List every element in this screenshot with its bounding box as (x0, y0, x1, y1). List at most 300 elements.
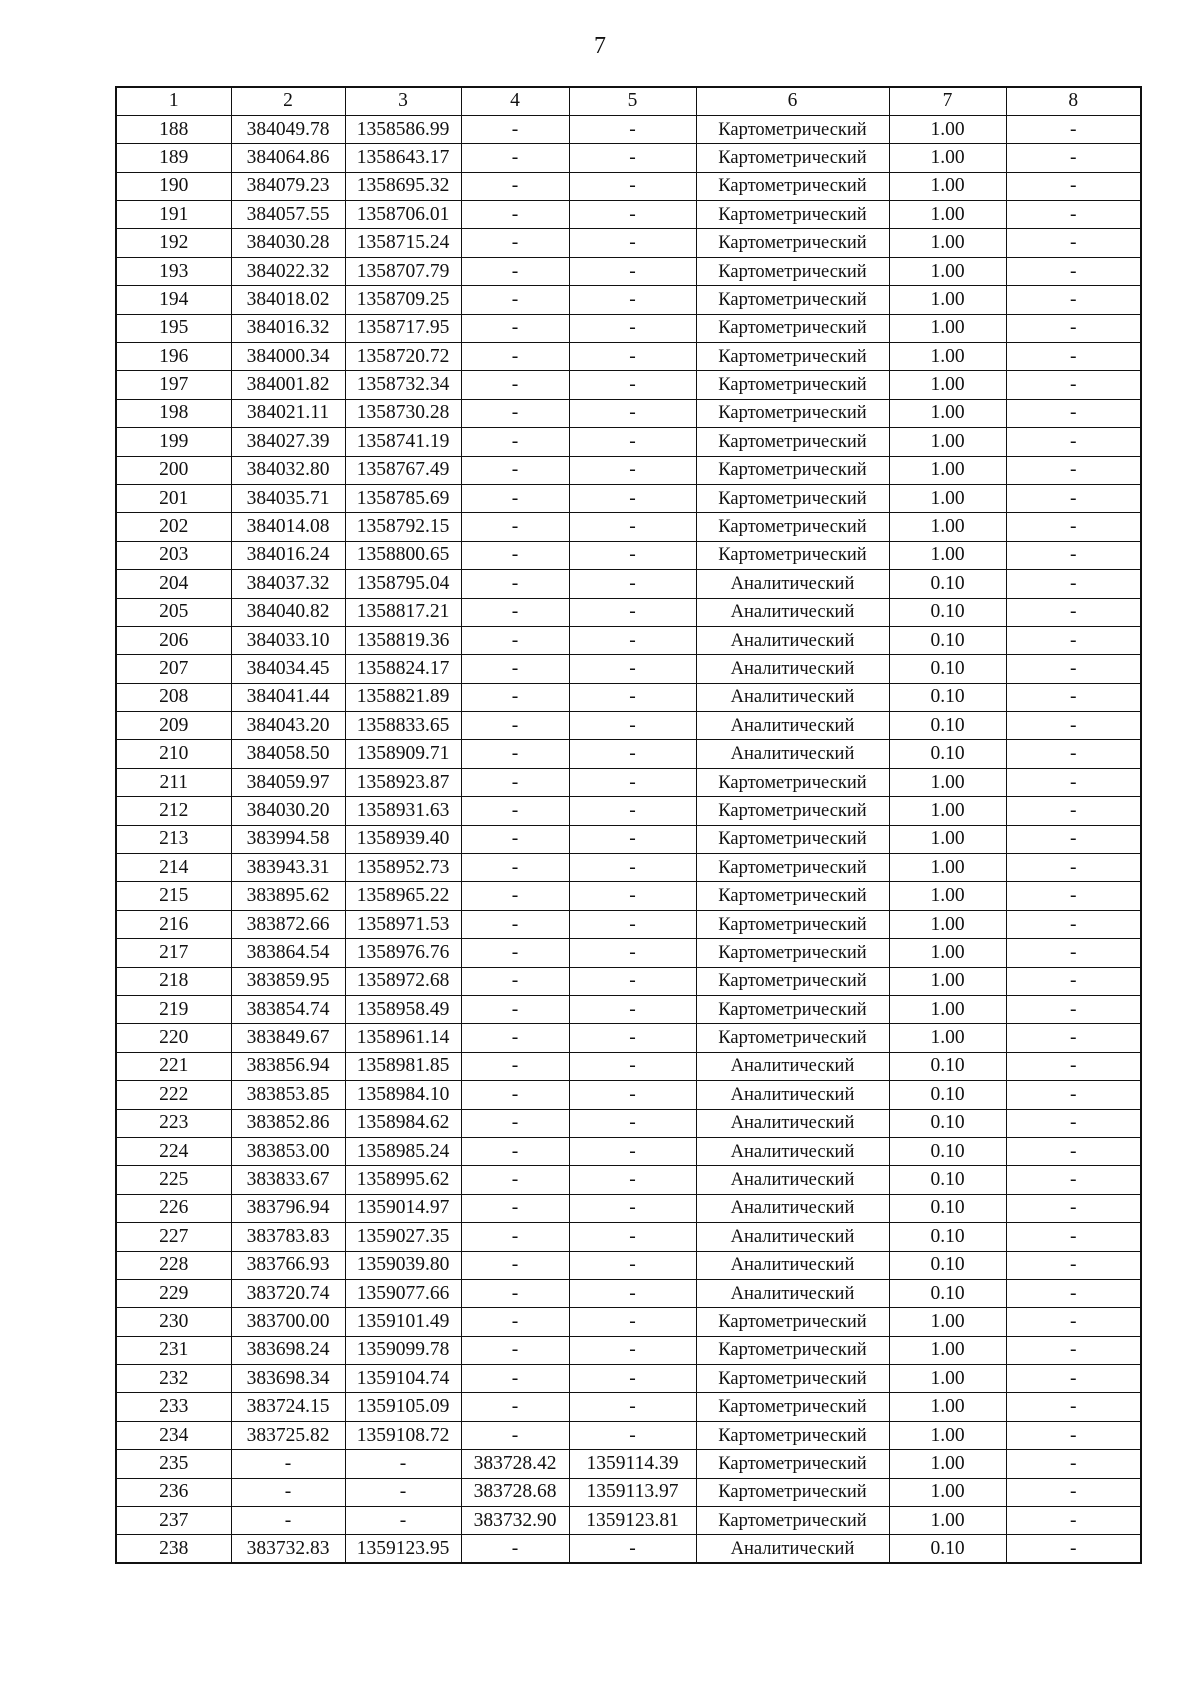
x-coordinate-cell: 383796.94 (231, 1194, 345, 1222)
y-coordinate-cell: 1358824.17 (345, 655, 461, 683)
new-x-coordinate-cell: - (461, 740, 569, 768)
new-y-coordinate-cell: - (569, 882, 696, 910)
column-header: 7 (889, 87, 1006, 115)
new-y-coordinate-cell: - (569, 967, 696, 995)
x-coordinate-cell: - (231, 1478, 345, 1506)
x-coordinate-cell: 383994.58 (231, 825, 345, 853)
note-cell: - (1006, 1507, 1141, 1535)
x-coordinate-cell: 384079.23 (231, 172, 345, 200)
new-y-coordinate-cell: - (569, 797, 696, 825)
new-y-coordinate-cell: - (569, 314, 696, 342)
note-cell: - (1006, 399, 1141, 427)
note-cell: - (1006, 854, 1141, 882)
accuracy-cell: 1.00 (889, 825, 1006, 853)
method-cell: Картометрический (696, 541, 889, 569)
new-x-coordinate-cell: - (461, 854, 569, 882)
y-coordinate-cell: 1359123.95 (345, 1535, 461, 1563)
y-coordinate-cell: 1358720.72 (345, 343, 461, 371)
table-body (116, 115, 1141, 1563)
table-row (116, 1109, 1141, 1137)
point-number-cell: 205 (116, 598, 231, 626)
method-cell: Аналитический (696, 1081, 889, 1109)
x-coordinate-cell: 383833.67 (231, 1166, 345, 1194)
new-x-coordinate-cell: - (461, 484, 569, 512)
note-cell: - (1006, 910, 1141, 938)
table-row (116, 484, 1141, 512)
new-y-coordinate-cell: - (569, 1024, 696, 1052)
new-x-coordinate-cell: - (461, 371, 569, 399)
y-coordinate-cell: 1358707.79 (345, 257, 461, 285)
accuracy-cell: 0.10 (889, 683, 1006, 711)
point-number-cell: 218 (116, 967, 231, 995)
y-coordinate-cell: 1358833.65 (345, 712, 461, 740)
note-cell: - (1006, 428, 1141, 456)
accuracy-cell: 0.10 (889, 655, 1006, 683)
column-header: 1 (116, 87, 231, 115)
method-cell: Аналитический (696, 712, 889, 740)
note-cell: - (1006, 740, 1141, 768)
note-cell: - (1006, 655, 1141, 683)
new-x-coordinate-cell: - (461, 229, 569, 257)
method-cell: Картометрический (696, 768, 889, 796)
new-x-coordinate-cell: - (461, 570, 569, 598)
note-cell: - (1006, 371, 1141, 399)
accuracy-cell: 1.00 (889, 428, 1006, 456)
y-coordinate-cell: 1359101.49 (345, 1308, 461, 1336)
method-cell: Картометрический (696, 229, 889, 257)
new-y-coordinate-cell: - (569, 115, 696, 143)
new-x-coordinate-cell: - (461, 910, 569, 938)
accuracy-cell: 1.00 (889, 1507, 1006, 1535)
new-y-coordinate-cell: - (569, 854, 696, 882)
table-row (116, 314, 1141, 342)
y-coordinate-cell: 1359014.97 (345, 1194, 461, 1222)
x-coordinate-cell: 383864.54 (231, 939, 345, 967)
new-y-coordinate-cell: - (569, 1137, 696, 1165)
new-y-coordinate-cell: - (569, 1308, 696, 1336)
table-row (116, 1336, 1141, 1364)
x-coordinate-cell: 384000.34 (231, 343, 345, 371)
table-row (116, 797, 1141, 825)
note-cell: - (1006, 598, 1141, 626)
accuracy-cell: 1.00 (889, 371, 1006, 399)
method-cell: Картометрический (696, 286, 889, 314)
new-y-coordinate-cell: - (569, 484, 696, 512)
point-number-cell: 198 (116, 399, 231, 427)
method-cell: Аналитический (696, 683, 889, 711)
new-x-coordinate-cell: - (461, 598, 569, 626)
table-row (116, 257, 1141, 285)
accuracy-cell: 1.00 (889, 1421, 1006, 1449)
note-cell: - (1006, 541, 1141, 569)
point-number-cell: 195 (116, 314, 231, 342)
table-row (116, 1421, 1141, 1449)
method-cell: Аналитический (696, 570, 889, 598)
new-y-coordinate-cell: - (569, 1166, 696, 1194)
x-coordinate-cell: 384049.78 (231, 115, 345, 143)
method-cell: Аналитический (696, 1223, 889, 1251)
y-coordinate-cell: 1358952.73 (345, 854, 461, 882)
new-y-coordinate-cell: - (569, 570, 696, 598)
method-cell: Картометрический (696, 1336, 889, 1364)
table-row (116, 1223, 1141, 1251)
table-row (116, 1507, 1141, 1535)
point-number-cell: 193 (116, 257, 231, 285)
note-cell: - (1006, 570, 1141, 598)
method-cell: Картометрический (696, 484, 889, 512)
new-x-coordinate-cell: - (461, 399, 569, 427)
point-number-cell: 216 (116, 910, 231, 938)
point-number-cell: 221 (116, 1052, 231, 1080)
y-coordinate-cell: 1358730.28 (345, 399, 461, 427)
new-y-coordinate-cell: - (569, 910, 696, 938)
new-x-coordinate-cell: - (461, 1052, 569, 1080)
point-number-cell: 203 (116, 541, 231, 569)
new-x-coordinate-cell: - (461, 456, 569, 484)
x-coordinate-cell: 384041.44 (231, 683, 345, 711)
new-x-coordinate-cell: - (461, 115, 569, 143)
y-coordinate-cell: 1358709.25 (345, 286, 461, 314)
table-row (116, 1024, 1141, 1052)
new-x-coordinate-cell: - (461, 1081, 569, 1109)
table-row (116, 1251, 1141, 1279)
new-x-coordinate-cell: - (461, 1137, 569, 1165)
y-coordinate-cell: 1358586.99 (345, 115, 461, 143)
x-coordinate-cell: 384021.11 (231, 399, 345, 427)
new-x-coordinate-cell: - (461, 655, 569, 683)
x-coordinate-cell: 384040.82 (231, 598, 345, 626)
table-row (116, 172, 1141, 200)
method-cell: Аналитический (696, 1194, 889, 1222)
accuracy-cell: 1.00 (889, 1336, 1006, 1364)
method-cell: Картометрический (696, 996, 889, 1024)
point-number-cell: 237 (116, 1507, 231, 1535)
point-number-cell: 209 (116, 712, 231, 740)
new-x-coordinate-cell: - (461, 626, 569, 654)
new-y-coordinate-cell: - (569, 1109, 696, 1137)
point-number-cell: 197 (116, 371, 231, 399)
y-coordinate-cell: 1358785.69 (345, 484, 461, 512)
y-coordinate-cell: 1359027.35 (345, 1223, 461, 1251)
table-row (116, 1052, 1141, 1080)
y-coordinate-cell: 1358939.40 (345, 825, 461, 853)
y-coordinate-cell: 1358706.01 (345, 201, 461, 229)
new-x-coordinate-cell: 383728.68 (461, 1478, 569, 1506)
x-coordinate-cell: 384034.45 (231, 655, 345, 683)
x-coordinate-cell: 383698.34 (231, 1365, 345, 1393)
accuracy-cell: 0.10 (889, 1535, 1006, 1563)
accuracy-cell: 1.00 (889, 201, 1006, 229)
accuracy-cell: 1.00 (889, 967, 1006, 995)
y-coordinate-cell: 1359108.72 (345, 1421, 461, 1449)
point-number-cell: 238 (116, 1535, 231, 1563)
y-coordinate-cell: - (345, 1450, 461, 1478)
new-y-coordinate-cell: 1359113.97 (569, 1478, 696, 1506)
accuracy-cell: 0.10 (889, 1109, 1006, 1137)
table-row (116, 1137, 1141, 1165)
x-coordinate-cell: 383732.83 (231, 1535, 345, 1563)
method-cell: Картометрический (696, 257, 889, 285)
table-row (116, 343, 1141, 371)
x-coordinate-cell: 384043.20 (231, 712, 345, 740)
y-coordinate-cell: 1358923.87 (345, 768, 461, 796)
table-row (116, 1535, 1141, 1563)
point-number-cell: 204 (116, 570, 231, 598)
point-number-cell: 223 (116, 1109, 231, 1137)
method-cell: Картометрический (696, 456, 889, 484)
method-cell: Картометрический (696, 513, 889, 541)
new-x-coordinate-cell: - (461, 996, 569, 1024)
new-x-coordinate-cell: - (461, 712, 569, 740)
y-coordinate-cell: 1358800.65 (345, 541, 461, 569)
y-coordinate-cell: 1359104.74 (345, 1365, 461, 1393)
table-row (116, 229, 1141, 257)
point-number-cell: 192 (116, 229, 231, 257)
note-cell: - (1006, 314, 1141, 342)
new-x-coordinate-cell: - (461, 428, 569, 456)
new-x-coordinate-cell: - (461, 882, 569, 910)
note-cell: - (1006, 797, 1141, 825)
point-number-cell: 208 (116, 683, 231, 711)
x-coordinate-cell: 384037.32 (231, 570, 345, 598)
new-y-coordinate-cell: - (569, 1251, 696, 1279)
x-coordinate-cell: 383859.95 (231, 967, 345, 995)
x-coordinate-cell: 384058.50 (231, 740, 345, 768)
new-y-coordinate-cell: - (569, 1223, 696, 1251)
note-cell: - (1006, 1365, 1141, 1393)
x-coordinate-cell: 383895.62 (231, 882, 345, 910)
point-number-cell: 233 (116, 1393, 231, 1421)
table-row (116, 967, 1141, 995)
accuracy-cell: 1.00 (889, 996, 1006, 1024)
y-coordinate-cell: 1358819.36 (345, 626, 461, 654)
note-cell: - (1006, 1393, 1141, 1421)
point-number-cell: 234 (116, 1421, 231, 1449)
accuracy-cell: 1.00 (889, 1450, 1006, 1478)
table-row (116, 115, 1141, 143)
point-number-cell: 199 (116, 428, 231, 456)
new-x-coordinate-cell: - (461, 939, 569, 967)
x-coordinate-cell: 384057.55 (231, 201, 345, 229)
y-coordinate-cell: 1358965.22 (345, 882, 461, 910)
table-row (116, 1450, 1141, 1478)
method-cell: Аналитический (696, 626, 889, 654)
new-y-coordinate-cell: - (569, 1365, 696, 1393)
table-row (116, 1194, 1141, 1222)
x-coordinate-cell: 383849.67 (231, 1024, 345, 1052)
x-coordinate-cell: 384033.10 (231, 626, 345, 654)
column-header: 5 (569, 87, 696, 115)
method-cell: Картометрический (696, 1450, 889, 1478)
point-number-cell: 219 (116, 996, 231, 1024)
new-x-coordinate-cell: - (461, 683, 569, 711)
table-row (116, 513, 1141, 541)
new-y-coordinate-cell: 1359123.81 (569, 1507, 696, 1535)
x-coordinate-cell: 383853.00 (231, 1137, 345, 1165)
new-y-coordinate-cell: - (569, 768, 696, 796)
x-coordinate-cell: 383724.15 (231, 1393, 345, 1421)
new-x-coordinate-cell: - (461, 768, 569, 796)
point-number-cell: 188 (116, 115, 231, 143)
new-y-coordinate-cell: - (569, 399, 696, 427)
y-coordinate-cell: 1358821.89 (345, 683, 461, 711)
table-row (116, 286, 1141, 314)
new-x-coordinate-cell: - (461, 343, 569, 371)
method-cell: Картометрический (696, 854, 889, 882)
new-x-coordinate-cell: - (461, 172, 569, 200)
table-row (116, 712, 1141, 740)
note-cell: - (1006, 996, 1141, 1024)
point-number-cell: 232 (116, 1365, 231, 1393)
method-cell: Аналитический (696, 1279, 889, 1307)
note-cell: - (1006, 1279, 1141, 1307)
new-y-coordinate-cell: - (569, 626, 696, 654)
accuracy-cell: 0.10 (889, 1166, 1006, 1194)
accuracy-cell: 1.00 (889, 484, 1006, 512)
note-cell: - (1006, 456, 1141, 484)
note-cell: - (1006, 1421, 1141, 1449)
note-cell: - (1006, 967, 1141, 995)
y-coordinate-cell: 1359077.66 (345, 1279, 461, 1307)
method-cell: Картометрический (696, 1024, 889, 1052)
note-cell: - (1006, 712, 1141, 740)
y-coordinate-cell: 1358715.24 (345, 229, 461, 257)
point-number-cell: 222 (116, 1081, 231, 1109)
note-cell: - (1006, 513, 1141, 541)
accuracy-cell: 0.10 (889, 1194, 1006, 1222)
table-row (116, 768, 1141, 796)
method-cell: Картометрический (696, 371, 889, 399)
x-coordinate-cell: 383852.86 (231, 1109, 345, 1137)
note-cell: - (1006, 626, 1141, 654)
point-number-cell: 200 (116, 456, 231, 484)
coordinates-table (115, 86, 1142, 1564)
x-coordinate-cell: 383698.24 (231, 1336, 345, 1364)
x-coordinate-cell: 383766.93 (231, 1251, 345, 1279)
point-number-cell: 201 (116, 484, 231, 512)
y-coordinate-cell: 1358909.71 (345, 740, 461, 768)
point-number-cell: 224 (116, 1137, 231, 1165)
new-y-coordinate-cell: - (569, 428, 696, 456)
point-number-cell: 235 (116, 1450, 231, 1478)
point-number-cell: 212 (116, 797, 231, 825)
point-number-cell: 213 (116, 825, 231, 853)
new-x-coordinate-cell: - (461, 257, 569, 285)
accuracy-cell: 1.00 (889, 257, 1006, 285)
point-number-cell: 190 (116, 172, 231, 200)
method-cell: Аналитический (696, 1251, 889, 1279)
accuracy-cell: 1.00 (889, 314, 1006, 342)
new-x-coordinate-cell: - (461, 144, 569, 172)
x-coordinate-cell: 383725.82 (231, 1421, 345, 1449)
table-row (116, 399, 1141, 427)
accuracy-cell: 1.00 (889, 172, 1006, 200)
accuracy-cell: 1.00 (889, 882, 1006, 910)
table-row (116, 371, 1141, 399)
x-coordinate-cell: 384064.86 (231, 144, 345, 172)
new-x-coordinate-cell: - (461, 201, 569, 229)
table-row (116, 598, 1141, 626)
accuracy-cell: 0.10 (889, 626, 1006, 654)
y-coordinate-cell: 1358971.53 (345, 910, 461, 938)
y-coordinate-cell: 1359105.09 (345, 1393, 461, 1421)
method-cell: Аналитический (696, 598, 889, 626)
point-number-cell: 231 (116, 1336, 231, 1364)
x-coordinate-cell: 384001.82 (231, 371, 345, 399)
method-cell: Картометрический (696, 1507, 889, 1535)
x-coordinate-cell: 384022.32 (231, 257, 345, 285)
note-cell: - (1006, 1052, 1141, 1080)
accuracy-cell: 0.10 (889, 1251, 1006, 1279)
new-x-coordinate-cell: 383728.42 (461, 1450, 569, 1478)
note-cell: - (1006, 1223, 1141, 1251)
column-header: 6 (696, 87, 889, 115)
y-coordinate-cell: 1359099.78 (345, 1336, 461, 1364)
note-cell: - (1006, 1336, 1141, 1364)
accuracy-cell: 1.00 (889, 229, 1006, 257)
x-coordinate-cell: 383783.83 (231, 1223, 345, 1251)
new-y-coordinate-cell: - (569, 343, 696, 371)
point-number-cell: 202 (116, 513, 231, 541)
method-cell: Аналитический (696, 1137, 889, 1165)
accuracy-cell: 0.10 (889, 1137, 1006, 1165)
y-coordinate-cell: 1358984.62 (345, 1109, 461, 1137)
note-cell: - (1006, 1137, 1141, 1165)
new-x-coordinate-cell: - (461, 286, 569, 314)
note-cell: - (1006, 1478, 1141, 1506)
column-header: 4 (461, 87, 569, 115)
new-y-coordinate-cell: 1359114.39 (569, 1450, 696, 1478)
table-row (116, 882, 1141, 910)
new-y-coordinate-cell: - (569, 172, 696, 200)
accuracy-cell: 1.00 (889, 1478, 1006, 1506)
y-coordinate-cell: 1358995.62 (345, 1166, 461, 1194)
point-number-cell: 215 (116, 882, 231, 910)
accuracy-cell: 0.10 (889, 1081, 1006, 1109)
new-x-coordinate-cell: - (461, 314, 569, 342)
new-x-coordinate-cell: - (461, 797, 569, 825)
point-number-cell: 189 (116, 144, 231, 172)
accuracy-cell: 1.00 (889, 1024, 1006, 1052)
method-cell: Аналитический (696, 655, 889, 683)
accuracy-cell: 1.00 (889, 513, 1006, 541)
table-row (116, 1166, 1141, 1194)
note-cell: - (1006, 1024, 1141, 1052)
note-cell: - (1006, 484, 1141, 512)
note-cell: - (1006, 115, 1141, 143)
accuracy-cell: 0.10 (889, 1223, 1006, 1251)
table-row (116, 910, 1141, 938)
point-number-cell: 217 (116, 939, 231, 967)
x-coordinate-cell: 384035.71 (231, 484, 345, 512)
y-coordinate-cell: - (345, 1478, 461, 1506)
new-y-coordinate-cell: - (569, 513, 696, 541)
note-cell: - (1006, 1535, 1141, 1563)
new-x-coordinate-cell: - (461, 541, 569, 569)
point-number-cell: 194 (116, 286, 231, 314)
accuracy-cell: 1.00 (889, 910, 1006, 938)
column-header: 3 (345, 87, 461, 115)
method-cell: Картометрический (696, 314, 889, 342)
method-cell: Картометрический (696, 343, 889, 371)
new-x-coordinate-cell: - (461, 1251, 569, 1279)
y-coordinate-cell: 1358931.63 (345, 797, 461, 825)
x-coordinate-cell: 383856.94 (231, 1052, 345, 1080)
y-coordinate-cell: - (345, 1507, 461, 1535)
method-cell: Картометрический (696, 910, 889, 938)
x-coordinate-cell: 383853.85 (231, 1081, 345, 1109)
table-row (116, 1478, 1141, 1506)
